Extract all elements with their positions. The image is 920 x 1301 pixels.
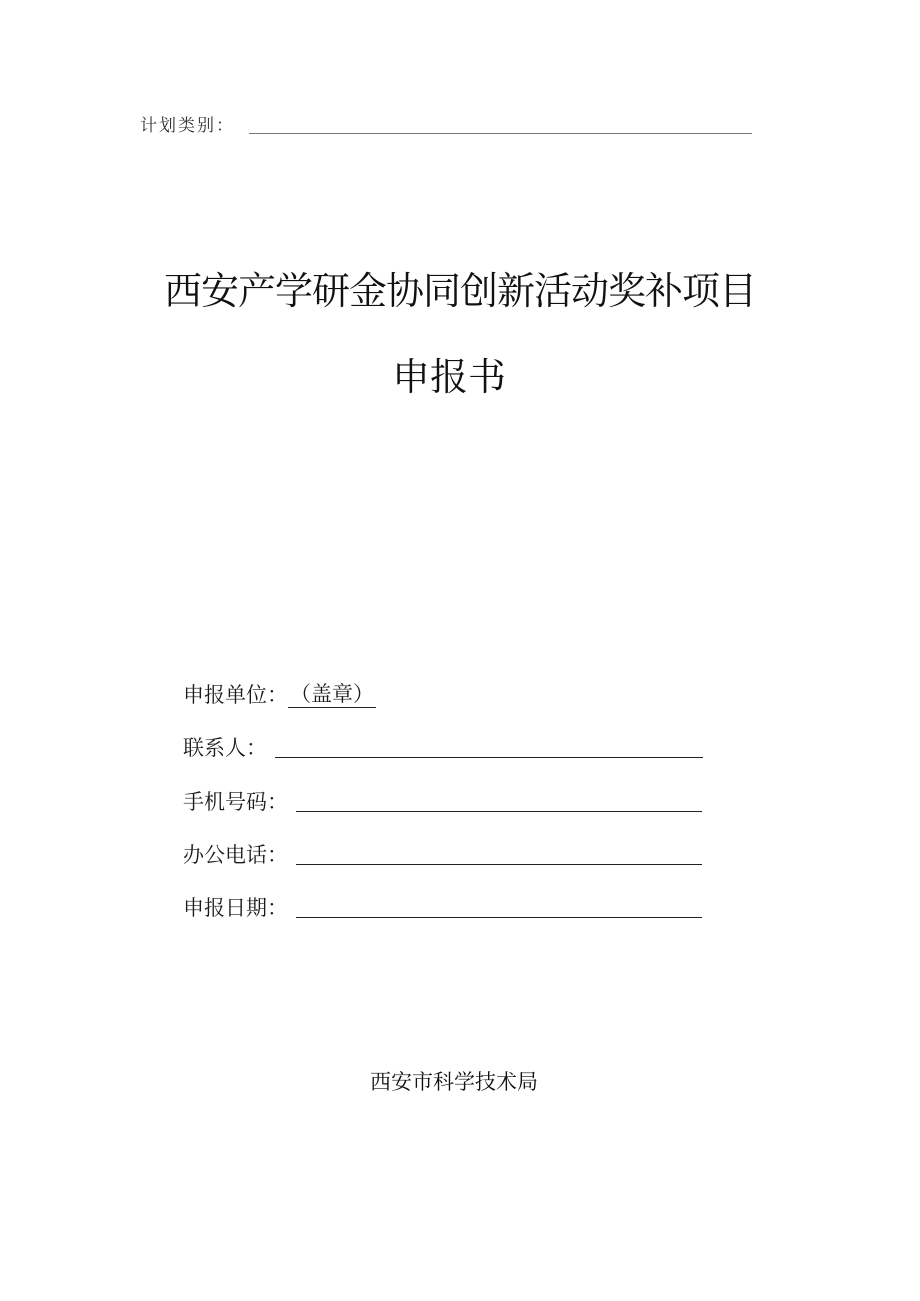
applicant-unit-row <box>183 680 376 708</box>
issuing-authority: 西安市科学技术局 <box>370 1070 538 1094</box>
document-subtitle: 申报书 <box>391 355 506 399</box>
mobile-number-label: 手机号码： <box>183 790 288 814</box>
application-date-row <box>183 893 702 921</box>
plan-category-field[interactable] <box>249 133 752 134</box>
office-phone-row <box>183 840 702 868</box>
plan-category-label: 计划类别： <box>140 116 235 136</box>
applicant-unit-label: 申报单位： <box>183 683 288 707</box>
mobile-number-field[interactable] <box>296 811 702 812</box>
applicant-unit-field[interactable]: （盖章） <box>290 682 374 706</box>
contact-person-field[interactable] <box>275 757 703 758</box>
application-date-label: 申报日期： <box>183 896 288 920</box>
mobile-number-row <box>183 787 702 815</box>
application-date-field[interactable] <box>296 917 702 918</box>
document-title: 西安产学研金协同创新活动奖补项目 <box>163 269 756 313</box>
plan-category-row <box>140 112 752 136</box>
contact-person-row <box>183 733 703 761</box>
contact-person-label: 联系人： <box>183 736 267 760</box>
office-phone-field[interactable] <box>296 864 702 865</box>
office-phone-label: 办公电话： <box>183 843 288 867</box>
